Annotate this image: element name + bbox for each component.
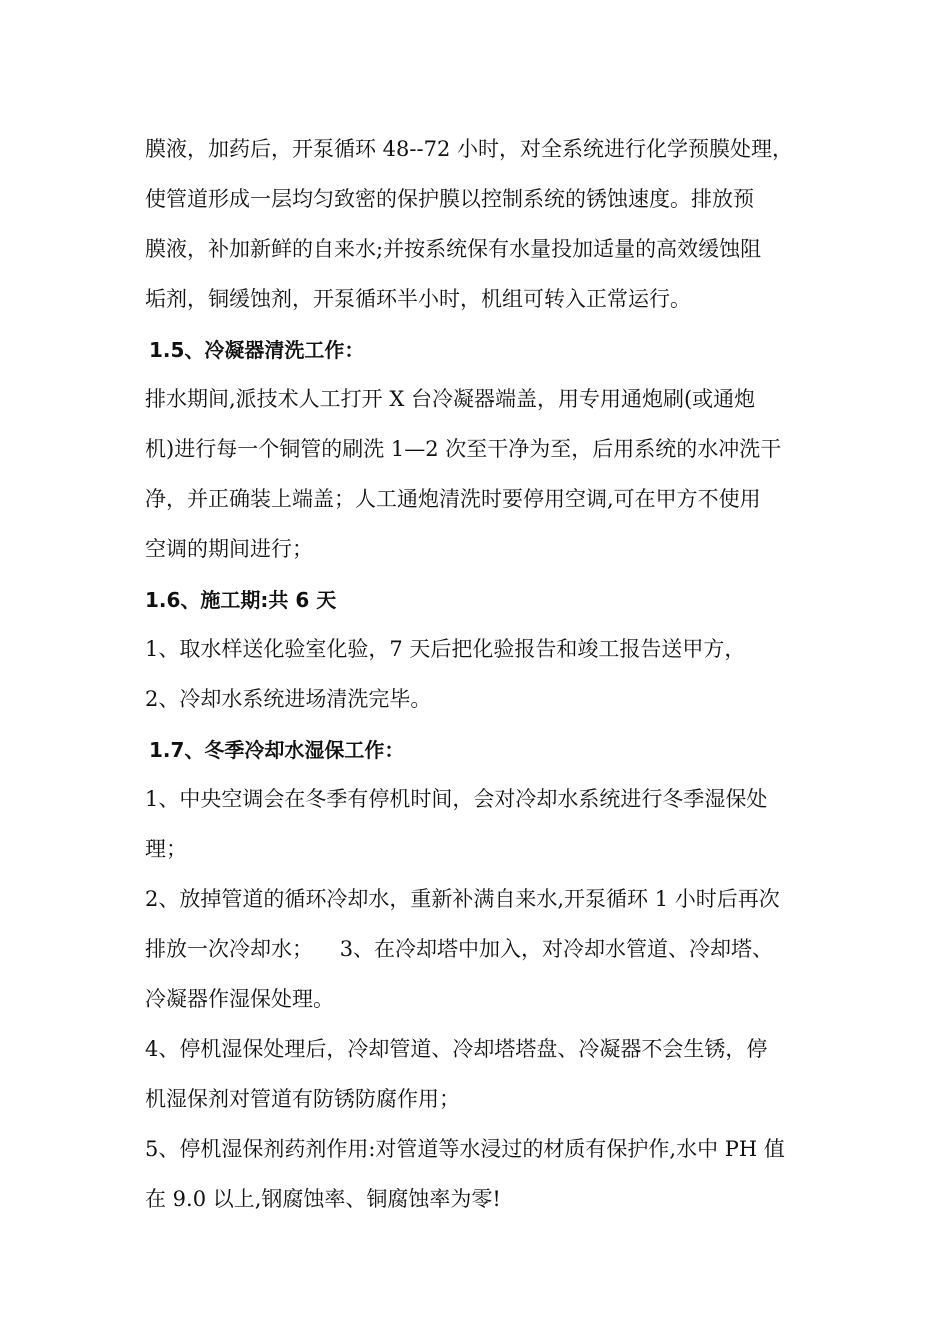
list-item: 1、中央空调会在冬季有停机时间，会对冷却水系统进行冬季湿保处 bbox=[145, 787, 768, 811]
section-heading-1-7: 1.7、冬季冷却水湿保工作： bbox=[149, 738, 405, 762]
section-heading-1-6: 1.6、施工期:共 6 天 bbox=[145, 588, 337, 612]
paragraph-line: 理； bbox=[145, 837, 187, 861]
paragraph-line: 空调的期间进行； bbox=[145, 537, 313, 561]
paragraph-line: 使管道形成一层均匀致密的保护膜以控制系统的锈蚀速度。排放预 bbox=[145, 187, 754, 211]
paragraph-line: 机湿保剂对管道有防锈防腐作用； bbox=[145, 1087, 460, 1111]
paragraph-line: 净，并正确装上端盖；人工通炮清洗时要停用空调,可在甲方不使用 bbox=[145, 487, 761, 511]
list-item: 4、停机湿保处理后，冷却管道、冷却塔塔盘、冷凝器不会生锈，停 bbox=[145, 1037, 768, 1061]
paragraph-line: 在 9.0 以上,钢腐蚀率、铜腐蚀率为零! bbox=[145, 1187, 501, 1211]
paragraph-line: 膜液，加药后，开泵循环 48--72 小时，对全系统进行化学预膜处理， bbox=[145, 137, 793, 161]
paragraph-line: 垢剂，铜缓蚀剂，开泵循环半小时，机组可转入正常运行。 bbox=[145, 287, 691, 311]
list-item: 2、冷却水系统进场清洗完毕。 bbox=[145, 687, 432, 711]
paragraph-line: 排放一次冷却水； 3、在冷却塔中加入，对冷却水管道、冷却塔、 bbox=[145, 937, 774, 961]
list-item: 2、放掉管道的循环冷却水，重新补满自来水,开泵循环 1 小时后再次 bbox=[145, 887, 780, 911]
paragraph-line: 膜液，补加新鲜的自来水;并按系统保有水量投加适量的高效缓蚀阻 bbox=[145, 237, 762, 261]
paragraph-line: 机)进行每一个铜管的刷洗 1—2 次至干净为至，后用系统的水冲洗干 bbox=[145, 437, 782, 461]
section-heading-1-5: 1.5、冷凝器清洗工作： bbox=[149, 338, 365, 362]
list-item: 5、停机湿保剂药剂作用:对管道等水浸过的材质有保护作,水中 PH 值 bbox=[145, 1137, 785, 1161]
paragraph-line: 冷凝器作湿保处理。 bbox=[145, 987, 334, 1011]
paragraph-line: 排水期间,派技术人工打开 X 台冷凝器端盖，用专用通炮刷(或通炮 bbox=[145, 387, 756, 411]
list-item: 1、取水样送化验室化验，7 天后把化验报告和竣工报告送甲方， bbox=[145, 637, 746, 661]
